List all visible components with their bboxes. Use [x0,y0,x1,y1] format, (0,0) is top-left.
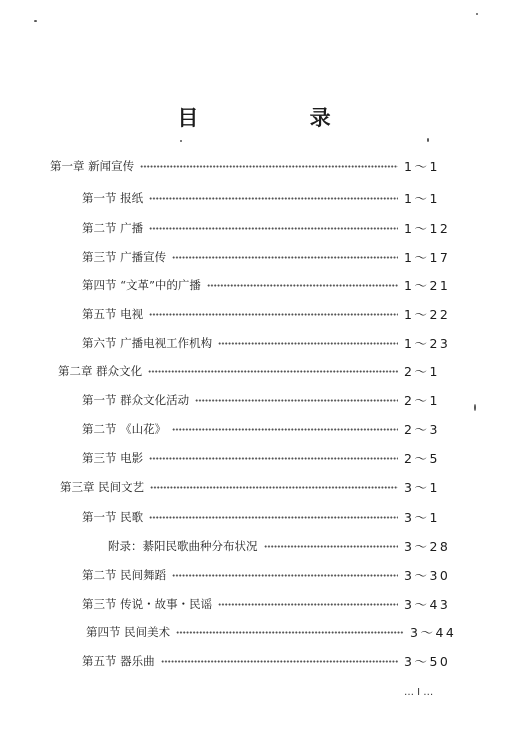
toc-entry[interactable] [82,508,462,526]
dot-leader [149,457,398,460]
dot-leader [172,574,398,577]
toc-entry-label: 第三节 电影 [82,451,144,465]
toc-entry-label: 第六节 广播电视工作机构 [82,336,213,350]
dot-leader [150,486,398,489]
toc-entry-page: 3～50 [404,654,451,669]
toc-entry-label: 第五节 器乐曲 [82,654,155,668]
toc-entry[interactable] [82,595,462,613]
toc-entry-label: 第三章 民间文艺 [60,480,145,494]
toc-entry[interactable] [82,652,462,670]
toc-entry-label: 第一节 民歌 [82,510,144,524]
toc-entry-page: 1～22 [404,307,451,322]
scan-speck [427,138,429,142]
dot-leader [195,399,398,402]
toc-entry-page: 3～1 [404,480,440,495]
toc-entry-label: 第一章 新闻宣传 [50,159,135,173]
toc-entry-page: 1～1 [404,159,440,174]
toc-entry[interactable] [82,449,462,467]
toc-entry-page: 1～21 [404,278,451,293]
toc-entry-label: 第一节 报纸 [82,191,144,205]
toc-entry-label: 第四节 民间美术 [86,625,171,639]
toc-entry[interactable] [86,623,468,641]
toc-entry-page: 3～44 [410,625,457,640]
dot-leader [207,284,398,287]
toc-entry[interactable] [82,420,462,438]
toc-entry-page: 2～1 [404,364,440,379]
toc-entry[interactable] [82,391,462,409]
toc-entry-page: 1～17 [404,250,451,265]
dot-leader [218,342,398,345]
dot-leader [149,197,398,200]
scan-speck [180,140,182,142]
dot-leader [172,428,398,431]
scan-speck [476,13,478,15]
toc-entry-label: 第二章 群众文化 [58,364,143,378]
toc-entry-label: 第三节 广播宣传 [82,250,167,264]
page-title: 目 录 [177,105,383,130]
dot-leader [149,313,398,316]
toc-entry-page: 3～43 [404,597,451,612]
toc-entry[interactable] [82,334,462,352]
toc-entry-label: 第三节 传说・故事・民谣 [82,597,213,611]
toc-entry[interactable] [82,305,462,323]
toc-entry[interactable] [50,157,462,175]
dot-leader [149,227,398,230]
toc-entry-page: 2～1 [404,393,440,408]
toc-entry[interactable] [82,248,462,266]
dot-leader [218,603,398,606]
toc-entry-page: 3～28 [404,539,451,554]
page-number-footer: … I … [404,687,434,698]
toc-entry-page: 1～23 [404,336,451,351]
scan-speck [474,404,476,411]
dot-leader [140,165,398,168]
toc-entry-label: 第二节 《山花》 [82,422,167,436]
toc-entry-page: 1～1 [404,191,440,206]
dot-leader [172,256,398,259]
toc-entry[interactable] [82,276,462,294]
dot-leader [149,516,398,519]
toc-entry-label: 第二节 民间舞蹈 [82,568,167,582]
dot-leader [176,631,404,634]
toc-entry-page: 3～1 [404,510,440,525]
toc-entry[interactable] [82,566,462,584]
toc-entry-label: 第一节 群众文化活动 [82,393,190,407]
toc-entry-page: 2～3 [404,422,440,437]
toc-entry-page: 2～5 [404,451,440,466]
dot-leader [264,545,399,548]
toc-entry-label: 第四节 “文革”中的广播 [82,278,201,292]
dot-leader [148,370,398,373]
toc-entry-label: 第五节 电视 [82,307,144,321]
dot-leader [161,660,398,663]
toc-entry-label: 附录：綦阳民歌曲种分布状况 [108,539,258,553]
toc-entry[interactable] [82,189,462,207]
toc-entry[interactable] [108,537,462,555]
scan-speck [34,20,37,22]
toc-entry[interactable] [58,362,462,380]
toc-entry[interactable] [82,219,462,237]
toc-entry[interactable] [60,478,462,496]
toc-entry-page: 3～30 [404,568,451,583]
toc-entry-label: 第二节 广播 [82,221,144,235]
toc-entry-page: 1～12 [404,221,451,236]
